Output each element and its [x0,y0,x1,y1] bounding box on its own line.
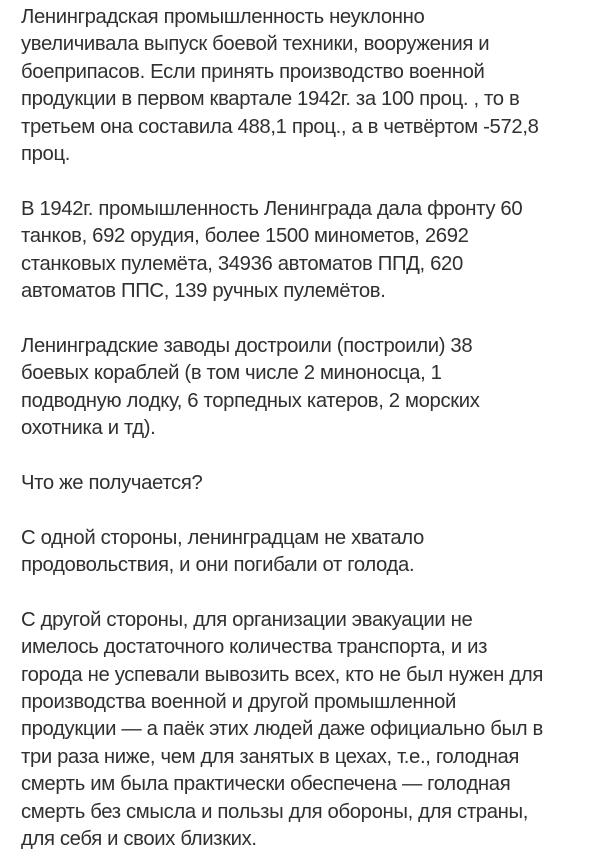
paragraph-question: Что же получается? [21,471,203,494]
paragraph-evacuation: С другой стороны, для организации эвакуации не имелось достаточного количества транспорта, и из города не успевали вывозить всех, кто не был нужен для производства военной и другой промышленной продукции — а паёк этих людей даже официально был в три раза ниже, чем для занятых в цехах, т.е., голодная смерть им была практически обеспечена — голодная смерть без смысла и пользы для обороны, для страны, для себя и своих близких. [21,608,543,851]
paragraph-industry-output: Ленинградская промышленность неуклонно увеличивала выпуск боевой техники, вооружения и боеприпасов. Если принять производство военной продукции в первом квартале 1942г. за 100 проц. , то в третьем она составила 488,1 проц., а в четвёртом -572,8 проц. [21,6,539,166]
paragraph-food-shortage: С одной стороны, ленинградцам не хватало продовольствия, и они погибали от голода. [21,526,424,577]
paragraph-weapons-delivered: В 1942г. промышленность Ленинграда дала фронту 60 танков, 692 орудия, более 1500 минометов, 2692 станковых пулемёта, 34936 автоматов ППД, 620 автоматов ППС, 139 ручных пулемётов. [21,197,523,303]
paragraph-warships-built: Ленинградские заводы достроили (построили) 38 боевых кораблей (в том числе 2 миноносца, 1 подводную лодку, 6 торпедных катеров, 2 морских охотника и тд). [21,334,480,440]
